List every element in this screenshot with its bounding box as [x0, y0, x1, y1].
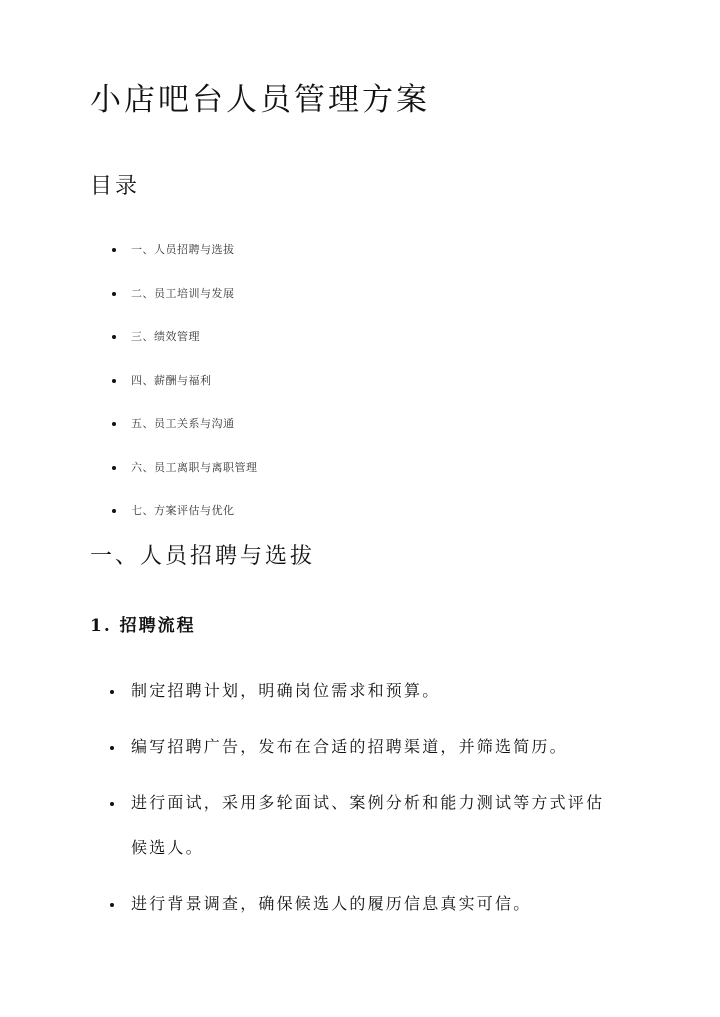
bullet-icon — [112, 248, 116, 252]
list-item — [0, 881, 621, 926]
table-of-contents — [0, 236, 258, 541]
toc-item-label: 三、绩效管理 — [131, 330, 200, 343]
list-item-text: 编写招聘广告，发布在合适的招聘渠道，并筛选简历。 — [131, 737, 568, 756]
recruitment-process-list — [0, 668, 621, 937]
toc-item-label: 六、员工离职与离职管理 — [131, 460, 258, 474]
toc-item-label: 七、方案评估与优化 — [131, 504, 235, 517]
toc-item-5[interactable] — [0, 410, 258, 454]
bullet-icon — [112, 509, 116, 513]
list-item — [0, 780, 621, 870]
document-title: 小店吧台人员管理方案 — [90, 82, 430, 118]
bullet-icon — [112, 466, 116, 470]
toc-item-6[interactable] — [0, 454, 258, 498]
bullet-icon — [112, 335, 116, 339]
bullet-icon — [110, 903, 114, 907]
toc-item-4[interactable] — [0, 367, 258, 411]
toc-item-label: 一、人员招聘与选拔 — [131, 243, 235, 256]
section-heading: 一、人员招聘与选拔 — [90, 544, 316, 569]
list-item-text: 进行背景调查，确保候选人的履历信息真实可信。 — [131, 894, 532, 913]
toc-item-1[interactable] — [0, 236, 258, 280]
toc-item-label: 五、员工关系与沟通 — [131, 417, 235, 430]
bullet-icon — [112, 292, 116, 296]
bullet-icon — [110, 690, 114, 694]
bullet-icon — [110, 802, 114, 806]
list-item — [0, 668, 621, 713]
bullet-icon — [110, 746, 114, 750]
list-item-text: 进行面试，采用多轮面试、案例分析和能力测试等方式评估候选人。 — [131, 793, 605, 857]
toc-item-3[interactable] — [0, 323, 258, 367]
bullet-icon — [112, 379, 116, 383]
subsection-heading: 1. 招聘流程 — [90, 616, 196, 636]
toc-item-7[interactable] — [0, 497, 258, 541]
toc-item-2[interactable] — [0, 280, 258, 324]
list-item-text: 制定招聘计划，明确岗位需求和预算。 — [131, 681, 441, 700]
bullet-icon — [112, 422, 116, 426]
list-item — [0, 724, 621, 769]
toc-heading: 目录 — [90, 174, 141, 199]
toc-item-label: 四、薪酬与福利 — [131, 373, 212, 387]
toc-item-label: 二、员工培训与发展 — [131, 286, 235, 300]
